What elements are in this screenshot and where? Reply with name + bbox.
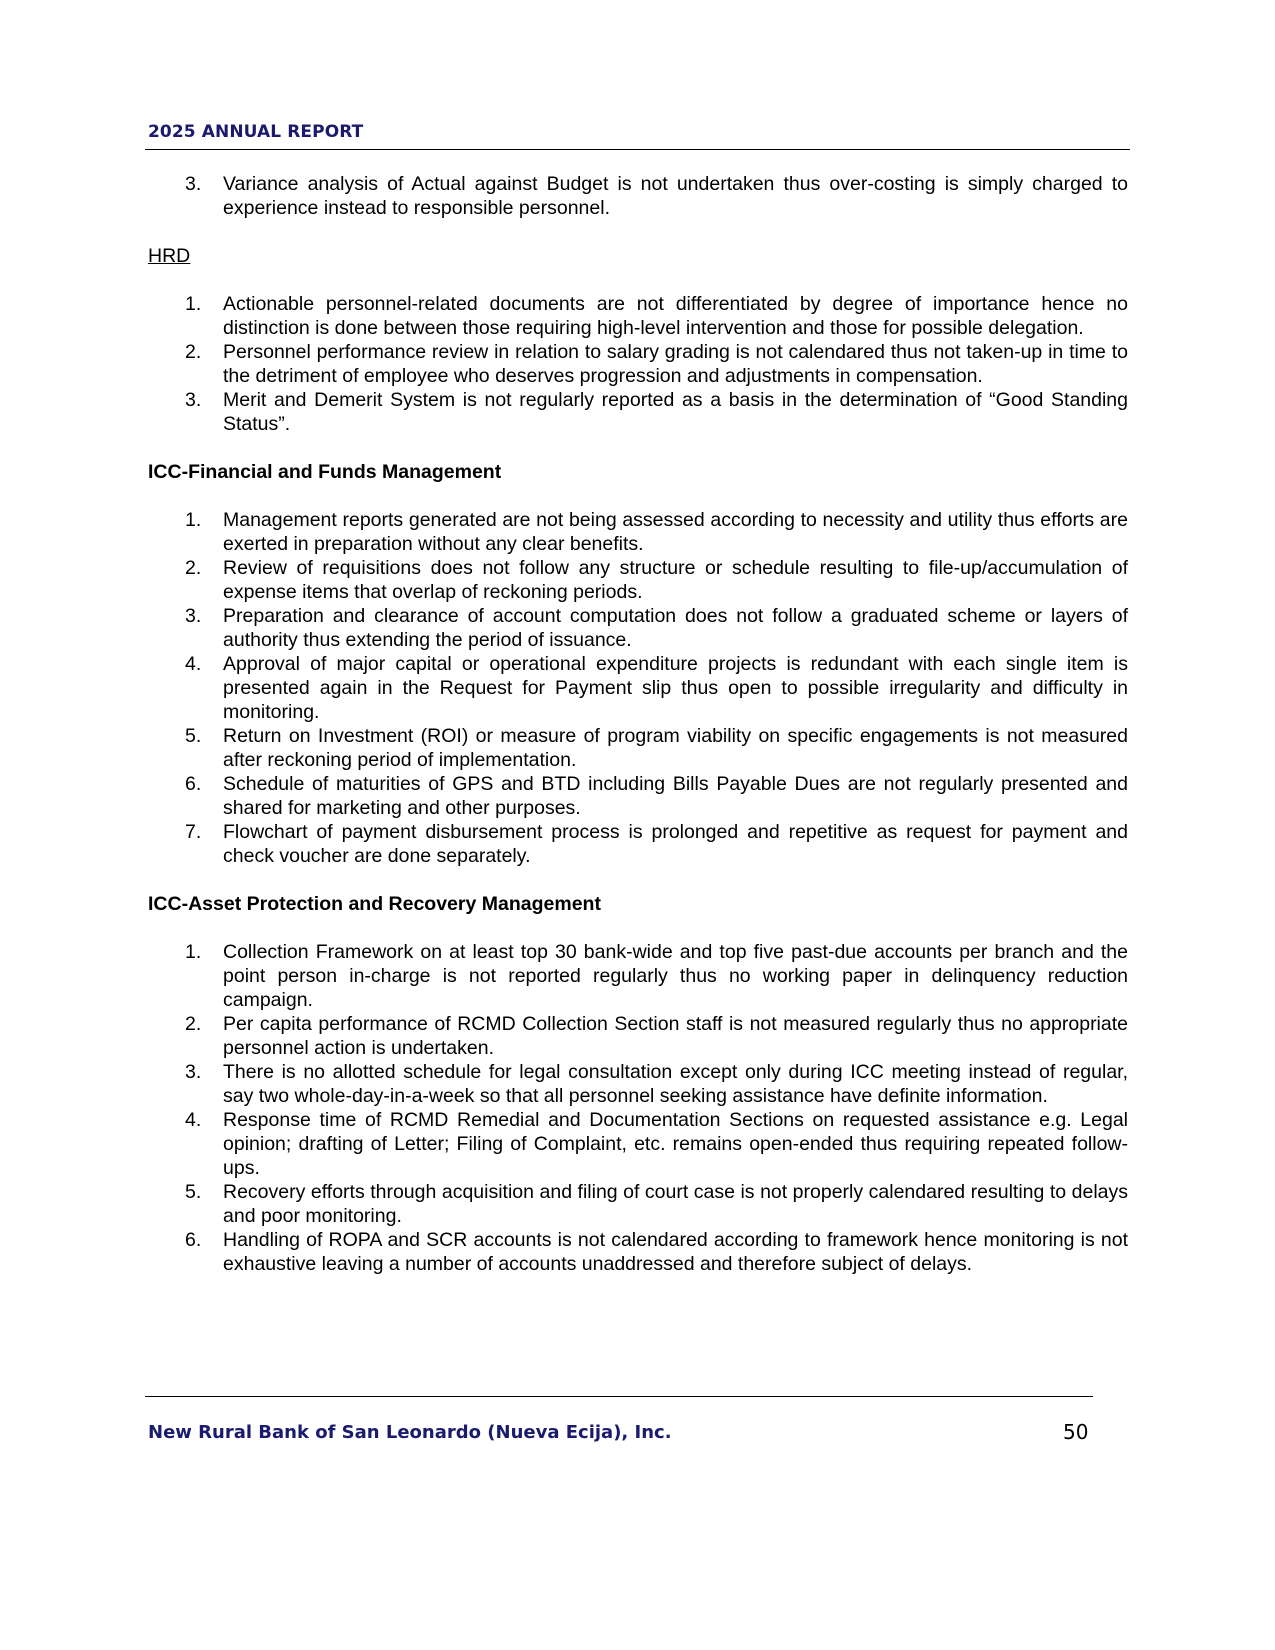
- list-item-text: Review of requisitions does not follow any structure or schedule resulting to file-up/accumulation of expense items that overlap of reckoning periods.: [223, 557, 1128, 603]
- list-item-number: 3.: [185, 173, 202, 195]
- list-item-number: 7.: [185, 821, 202, 843]
- list-item: [148, 724, 1128, 772]
- financial-list: [148, 508, 1128, 868]
- hrd-list: [148, 292, 1128, 436]
- list-item-text: Personnel performance review in relation to salary grading is not calendared thus not taken-up in time to the detriment of employee who deserves progression and adjustments in compensation.: [223, 341, 1128, 387]
- list-item: [148, 652, 1128, 724]
- list-item-text: There is no allotted schedule for legal consultation except only during ICC meeting instead of regular, say two whole-day-in-a-week so that all personnel seeking assistance have definite information.: [223, 1061, 1128, 1107]
- list-item: [148, 1180, 1128, 1228]
- list-item-text: Response time of RCMD Remedial and Documentation Sections on requested assistance e.g. Legal opinion; drafting of Letter; Filing of Complaint, etc. remains open-ended thus requiring repeated follow-ups.: [223, 1109, 1128, 1179]
- list-item-number: 3.: [185, 389, 202, 411]
- list-item-text: Variance analysis of Actual against Budget is not undertaken thus over-costing is simply charged to experience instead to responsible personnel.: [223, 173, 1128, 219]
- list-item-text: Collection Framework on at least top 30 bank-wide and top five past-due accounts per branch and the point person in-charge is not reported regularly thus no working paper in delinquency reduction campaign.: [223, 941, 1128, 1011]
- list-item: [148, 1228, 1128, 1276]
- list-item-text: Preparation and clearance of account computation does not follow a graduated scheme or layers of authority thus extending the period of issuance.: [223, 605, 1128, 651]
- list-item: [148, 772, 1128, 820]
- list-item: [148, 1060, 1128, 1108]
- list-item-text: Management reports generated are not being assessed according to necessity and utility thus efforts are exerted in preparation without any clear benefits.: [223, 509, 1128, 555]
- intro-list: [148, 172, 1128, 220]
- list-item-number: 2.: [185, 557, 202, 579]
- list-item-text: Approval of major capital or operational expenditure projects is redundant with each single item is presented again in the Request for Payment slip thus open to possible irregularity and difficulty in monitoring.: [223, 653, 1128, 723]
- list-item-number: 3.: [185, 605, 202, 627]
- list-item-text: Merit and Demerit System is not regularly reported as a basis in the determination of “Good Standing Status”.: [223, 389, 1128, 435]
- spacer: [148, 220, 1128, 244]
- list-item: [148, 1108, 1128, 1180]
- section-heading-hrd: HRD: [148, 245, 191, 267]
- list-item: [148, 172, 1128, 220]
- list-item: [148, 388, 1128, 436]
- list-item-number: 1.: [185, 293, 202, 315]
- list-item-text: Return on Investment (ROI) or measure of program viability on specific engagements is not measured after reckoning period of implementation.: [223, 725, 1128, 771]
- list-item-number: 1.: [185, 941, 202, 963]
- list-item-number: 5.: [185, 725, 202, 747]
- report-header-title: 2025 ANNUAL REPORT: [148, 122, 364, 142]
- section-heading-financial: ICC-Financial and Funds Management: [148, 461, 502, 483]
- list-item-number: 6.: [185, 1229, 202, 1251]
- header-divider: [145, 149, 1130, 150]
- list-item-text: Flowchart of payment disbursement process is prolonged and repetitive as request for payment and check voucher are done separately.: [223, 821, 1128, 867]
- list-item-text: Schedule of maturities of GPS and BTD including Bills Payable Dues are not regularly presented and shared for marketing and other purposes.: [223, 773, 1128, 819]
- spacer: [148, 484, 1128, 508]
- footer-bank-name: New Rural Bank of San Leonardo (Nueva Ecija), Inc.: [148, 1422, 672, 1443]
- list-item-text: Handling of ROPA and SCR accounts is not calendared according to framework hence monitoring is not exhaustive leaving a number of accounts unaddressed and therefore subject of delays.: [223, 1229, 1128, 1275]
- list-item-number: 4.: [185, 1109, 202, 1131]
- footer-divider: [145, 1396, 1093, 1397]
- list-item-number: 6.: [185, 773, 202, 795]
- spacer: [148, 868, 1128, 892]
- spacer: [148, 268, 1128, 292]
- spacer: [148, 916, 1128, 940]
- list-item-number: 1.: [185, 509, 202, 531]
- list-item: [148, 292, 1128, 340]
- list-item-number: 3.: [185, 1061, 202, 1083]
- list-item: [148, 340, 1128, 388]
- list-item-text: Recovery efforts through acquisition and filing of court case is not properly calendared resulting to delays and poor monitoring.: [223, 1181, 1128, 1227]
- list-item-number: 4.: [185, 653, 202, 675]
- list-item: [148, 820, 1128, 868]
- list-item-number: 2.: [185, 1013, 202, 1035]
- list-item: [148, 508, 1128, 556]
- list-item-text: Actionable personnel-related documents are not differentiated by degree of importance hence no distinction is done between those requiring high-level intervention and those for possible delegation.: [223, 293, 1128, 339]
- list-item-text: Per capita performance of RCMD Collection Section staff is not measured regularly thus no appropriate personnel action is undertaken.: [223, 1013, 1128, 1059]
- spacer: [148, 436, 1128, 460]
- list-item: [148, 604, 1128, 652]
- section-heading-asset-protection: ICC-Asset Protection and Recovery Management: [148, 893, 601, 915]
- list-item-number: 5.: [185, 1181, 202, 1203]
- list-item: [148, 1012, 1128, 1060]
- page-number: 50: [1063, 1420, 1089, 1444]
- document-body: [148, 172, 1128, 1276]
- list-item-number: 2.: [185, 341, 202, 363]
- list-item: [148, 940, 1128, 1012]
- asset-protection-list: [148, 940, 1128, 1276]
- list-item: [148, 556, 1128, 604]
